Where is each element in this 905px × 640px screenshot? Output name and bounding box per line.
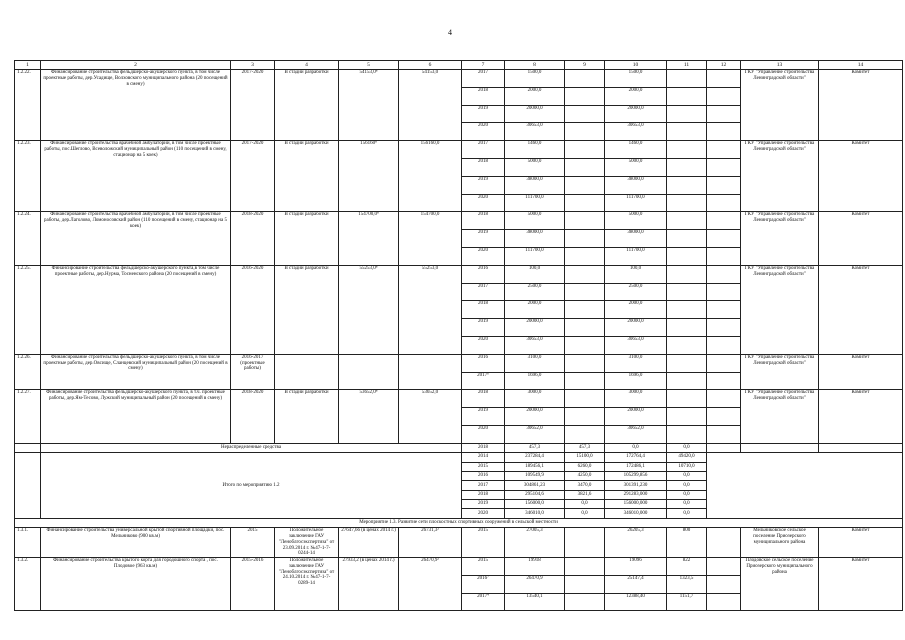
value-cell: 2500,0: [605, 283, 667, 301]
value-cell: 26470,9: [505, 575, 565, 593]
project-row: [15, 390, 903, 408]
value-cell: 0,0: [667, 500, 707, 509]
value-cell: 0,0: [667, 481, 707, 490]
value-cell: 2019: [462, 176, 505, 194]
project-total: 55253,0: [399, 265, 462, 354]
value-cell: 172486,1: [605, 462, 667, 471]
value-cell: [565, 372, 605, 390]
column-number: 6: [399, 61, 462, 70]
project-cost: [339, 354, 399, 390]
project-customer: ГКУ "Управление строительства Ленинградской области": [741, 354, 819, 390]
value-cell: [707, 336, 741, 354]
value-cell: [565, 265, 605, 283]
value-cell: [707, 319, 741, 337]
project-status: В стадии разработки: [275, 212, 339, 265]
value-cell: [707, 575, 741, 593]
project-status: [275, 354, 339, 390]
value-cell: 30653,0: [605, 336, 667, 354]
value-cell: [565, 247, 605, 265]
value-cell: 3000,0: [605, 390, 667, 408]
value-cell: [707, 283, 741, 301]
value-cell: 49420,0: [667, 453, 707, 462]
value-cell: [667, 336, 707, 354]
value-cell: [667, 408, 707, 426]
value-cell: [707, 265, 741, 283]
value-cell: 30653,0: [505, 123, 565, 141]
value-cell: 2015: [462, 462, 505, 471]
value-cell: 2016: [462, 471, 505, 480]
value-cell: 38000,0: [605, 230, 667, 248]
value-cell: [565, 390, 605, 408]
project-cost: 27933,2 (в ценах 2014 г.): [339, 558, 399, 611]
value-cell: 800: [667, 528, 707, 558]
value-cell: [707, 558, 741, 576]
project-id: 1.2.22.: [15, 70, 41, 141]
project-row: [15, 354, 903, 372]
project-period: 2016-2020: [231, 265, 275, 354]
project-name: Финансирование строительства фельдшерско-акушерского пункта, в т.ч. проектные работы, дер.Ям-Тесово, Лужский муниципальный район (20 посещений в смену): [41, 390, 231, 443]
project-name: Финансирование строительства врачебной амбулатории, в том числе проектные работы, дер.Лаголово, Ломоносовский район (110 посещений в смену, стационар на 5 коек): [41, 212, 231, 265]
value-cell: 2019: [462, 230, 505, 248]
value-cell: 2016: [462, 265, 505, 283]
value-cell: 172764,4: [605, 453, 667, 462]
value-cell: 38000,0: [605, 176, 667, 194]
value-cell: [565, 528, 605, 558]
value-cell: 2000,0: [505, 87, 565, 105]
value-cell: [667, 319, 707, 337]
project-customer: ГКУ "Управление строительства Ленинградской области": [741, 70, 819, 141]
value-cell: 304861,23: [505, 481, 565, 490]
column-number: 9: [565, 61, 605, 70]
value-cell: 295104,6: [505, 490, 565, 499]
value-cell: 2014: [462, 453, 505, 462]
project-name: Финансирование строительства фельдшерско-акушерского пункта,в том числе проектные работы, дер.Нурма, Тосненского района (20 посещений в смену): [41, 265, 231, 354]
project-row: [15, 528, 903, 558]
value-cell: 3470,0: [565, 481, 605, 490]
value-cell: [667, 247, 707, 265]
value-cell: [707, 372, 741, 390]
project-total: 156160,0: [399, 141, 462, 212]
value-cell: 2018: [462, 87, 505, 105]
project-committee: Комитет: [819, 390, 903, 443]
value-cell: 2020: [462, 509, 505, 518]
value-cell: [565, 336, 605, 354]
value-cell: 189456,1: [505, 462, 565, 471]
value-cell: 30653,0: [605, 123, 667, 141]
value-cell: [707, 528, 741, 558]
project-committee: Комитет: [819, 212, 903, 265]
project-name: Финансирование строительства крытого корта для городошного спорта , пос. Плодовое (963 кв.м): [41, 558, 231, 611]
value-cell: 822: [667, 558, 707, 576]
project-customer: ГКУ "Управление строительства Ленинградской области": [741, 141, 819, 212]
column-number: 1: [15, 61, 41, 70]
project-period: 2015-2016: [231, 558, 275, 611]
value-cell: 38000,0: [505, 230, 565, 248]
value-cell: 10710,0: [667, 462, 707, 471]
value-cell: 5000,0: [605, 158, 667, 176]
project-id: 1.3.1.: [15, 528, 41, 558]
project-row: [15, 212, 903, 230]
value-cell: 2015: [462, 558, 505, 576]
value-cell: 2017: [462, 70, 505, 88]
value-cell: 15100,0: [565, 453, 605, 462]
value-cell: 2015: [462, 528, 505, 558]
value-cell: [565, 212, 605, 230]
value-cell: [565, 283, 605, 301]
value-cell: 2020: [462, 247, 505, 265]
project-status: В стадии разработки: [275, 141, 339, 212]
project-customer: ГКУ "Управление строительства Ленинградской области": [741, 212, 819, 265]
value-cell: [667, 354, 707, 372]
value-cell: [565, 408, 605, 426]
value-cell: 5000,0: [505, 158, 565, 176]
project-row: [15, 70, 903, 88]
project-name: Финансирование строительства врачебной амбулатории, в том числе проектные работы, пос.Шеглово, Всеволожский муниципальный район (110 посещений в смену, стационар на 5 коек): [41, 141, 231, 212]
value-cell: [667, 158, 707, 176]
value-cell: [667, 87, 707, 105]
project-cost: 27647,66 (в ценах 2014 г.): [339, 528, 399, 558]
value-cell: [667, 372, 707, 390]
value-cell: [707, 105, 741, 123]
project-status: В стадии разработки: [275, 70, 339, 141]
value-cell: [667, 141, 707, 159]
value-cell: [565, 87, 605, 105]
value-cell: [667, 283, 707, 301]
value-cell: 12388,40: [605, 593, 667, 611]
value-cell: [667, 301, 707, 319]
project-row: [15, 141, 903, 159]
value-cell: [565, 319, 605, 337]
value-cell: 2017: [462, 481, 505, 490]
project-committee: Комитет: [819, 141, 903, 212]
value-cell: 2500,0: [505, 283, 565, 301]
total-row: [15, 453, 903, 462]
value-cell: 5000,0: [605, 212, 667, 230]
value-cell: 111700,0: [505, 247, 565, 265]
value-cell: 2018: [462, 443, 505, 452]
value-cell: 2017: [462, 283, 505, 301]
column-number: 13: [741, 61, 819, 70]
project-customer: ГКУ "Управление строительства Ленинградской области": [741, 390, 819, 443]
project-cost: 154700,0⁸: [339, 212, 399, 265]
project-name: Финансирование строительства фельдшерско-акушерского пункта, в том числе проектные работы, дер.Усадище, Волховского муниципального района (20 посещений в смену): [41, 70, 231, 141]
undistributed-label: Нераспределенные средства: [41, 443, 462, 452]
value-cell: 100,0: [605, 265, 667, 283]
value-cell: 2016⁷: [462, 575, 505, 593]
value-cell: 237284,4: [505, 453, 565, 462]
value-cell: 3100,0: [505, 354, 565, 372]
value-cell: [565, 425, 605, 443]
value-cell: 2019: [462, 500, 505, 509]
value-cell: 2018: [462, 390, 505, 408]
value-cell: 1696,0: [605, 372, 667, 390]
value-cell: 291283,000: [605, 490, 667, 499]
project-customer: Плодовское сельское поселение Приозерского муниципального района: [741, 558, 819, 611]
column-number: 10: [605, 61, 667, 70]
project-id: 1.2.26.: [15, 354, 41, 390]
value-cell: 0,0: [667, 471, 707, 480]
project-committee: Комитет: [819, 265, 903, 354]
value-cell: 20000,0: [505, 105, 565, 123]
project-row: [15, 558, 903, 576]
value-cell: 20000,0: [605, 105, 667, 123]
undistributed-row: [15, 443, 903, 452]
column-number: 11: [667, 61, 707, 70]
value-cell: [707, 158, 741, 176]
value-cell: 0,0: [605, 443, 667, 452]
value-cell: 156000,000: [605, 500, 667, 509]
value-cell: 30652,0: [605, 425, 667, 443]
project-period: 2018-2020: [231, 390, 275, 443]
project-period: 2017-2020: [231, 70, 275, 141]
value-cell: [565, 158, 605, 176]
value-cell: [565, 141, 605, 159]
value-cell: 2017⁶: [462, 372, 505, 390]
value-cell: 2000,0: [605, 301, 667, 319]
project-period: 2017-2020: [231, 141, 275, 212]
value-cell: 2019: [462, 408, 505, 426]
value-cell: 20000,0: [605, 408, 667, 426]
value-cell: [667, 176, 707, 194]
project-customer: ГКУ "Управление строительства Ленинградской области": [741, 265, 819, 354]
value-cell: 0,0: [667, 490, 707, 499]
value-cell: [565, 575, 605, 593]
value-cell: 3100,0: [605, 354, 667, 372]
project-name: Финансирование строительства фельдшерско-акушерского пункта, в том числе проектные работы, дер.Овсище, Сланцевский муниципальный район (20 посещений в смену): [41, 354, 231, 390]
value-cell: 0,0: [667, 443, 707, 452]
project-id: 1.2.27.: [15, 390, 41, 443]
value-cell: [565, 123, 605, 141]
value-cell: [707, 176, 741, 194]
value-cell: 346010,000: [605, 509, 667, 518]
value-cell: [565, 230, 605, 248]
column-number: 7: [462, 61, 505, 70]
value-cell: [565, 558, 605, 576]
value-cell: [667, 230, 707, 248]
value-cell: 0,0: [565, 500, 605, 509]
value-cell: 1151,7: [667, 593, 707, 611]
project-total: 154700,0: [399, 212, 462, 265]
value-cell: [667, 123, 707, 141]
value-cell: [565, 105, 605, 123]
project-status: В стадии разработки: [275, 390, 339, 443]
project-total: [399, 354, 462, 390]
value-cell: 2017⁴: [462, 593, 505, 611]
value-cell: 20000,0: [505, 408, 565, 426]
value-cell: [707, 212, 741, 230]
column-number-row: [15, 61, 903, 70]
project-total: 54153,0: [399, 70, 462, 141]
project-committee: Комитет: [819, 354, 903, 390]
value-cell: [667, 105, 707, 123]
value-cell: [707, 141, 741, 159]
value-cell: 20000,0: [605, 319, 667, 337]
value-cell: 111700,0: [605, 194, 667, 212]
value-cell: 100,0: [505, 265, 565, 283]
value-cell: 3000,0: [505, 390, 565, 408]
section-title: Мероприятие 1.3. Развитие сети плоскостных спортивных сооружений в сельской местности: [15, 518, 903, 527]
value-cell: 2000,0: [505, 301, 565, 319]
value-cell: 19096: [605, 558, 667, 576]
value-cell: 2020: [462, 194, 505, 212]
value-cell: 2020: [462, 123, 505, 141]
value-cell: [667, 194, 707, 212]
project-id: 1.2.23.: [15, 141, 41, 212]
value-cell: 26205,3: [605, 528, 667, 558]
value-cell: [565, 301, 605, 319]
project-total: 26731,3²: [399, 528, 462, 558]
project-status: Положительное заключение ГАУ "Леноблгосэкспертиза" от 23.09.2014 г. №47-1-7-0244-14: [275, 528, 339, 558]
value-cell: 13540,1: [505, 593, 565, 611]
value-cell: [707, 87, 741, 105]
value-cell: 1696,0: [505, 372, 565, 390]
value-cell: 1500,0: [505, 70, 565, 88]
column-number: 3: [231, 61, 275, 70]
total-label: Итого по мероприятию 1.2: [41, 453, 462, 519]
project-customer: Мельниковское сельское поселение Приозерского муниципального района: [741, 528, 819, 558]
value-cell: 156000,0: [505, 500, 565, 509]
value-cell: [667, 265, 707, 283]
value-cell: [667, 390, 707, 408]
value-cell: 2019: [462, 105, 505, 123]
value-cell: 111700,0: [505, 194, 565, 212]
project-cost: 53652,0⁸: [339, 390, 399, 443]
value-cell: 2016: [462, 354, 505, 372]
project-name: Финансирование строительства универсальной крытой спортивной площадки, пос. Мельниково (900 кв.м): [41, 528, 231, 558]
project-status: Положительное заключение ГАУ "Леноблгосэкспертиза" от 24.10.2014 г. №47-1-7-0289-14: [275, 558, 339, 611]
column-number: 5: [339, 61, 399, 70]
value-cell: [707, 425, 741, 443]
value-cell: 30653,0: [505, 336, 565, 354]
value-cell: 2000,0: [605, 87, 667, 105]
value-cell: 457,3: [565, 443, 605, 452]
value-cell: [565, 176, 605, 194]
value-cell: 109549,9: [505, 471, 565, 480]
project-period: 2018-2020: [231, 212, 275, 265]
value-cell: 2019: [462, 319, 505, 337]
project-total: 53652,0: [399, 390, 462, 443]
project-committee: Комитет: [819, 558, 903, 611]
value-cell: [565, 593, 605, 611]
value-cell: 2017: [462, 141, 505, 159]
value-cell: 2018: [462, 158, 505, 176]
project-committee: Комитет: [819, 528, 903, 558]
value-cell: 30652,0: [505, 425, 565, 443]
value-cell: 0,0: [565, 509, 605, 518]
value-cell: 3821,6: [565, 490, 605, 499]
value-cell: [565, 70, 605, 88]
project-id: 1.3.2.: [15, 558, 41, 611]
project-cost: 156160⁸: [339, 141, 399, 212]
value-cell: 346010,0: [505, 509, 565, 518]
value-cell: 19918: [505, 558, 565, 576]
value-cell: 105299,856: [605, 471, 667, 480]
value-cell: [707, 354, 741, 372]
value-cell: [707, 247, 741, 265]
value-cell: 2018: [462, 212, 505, 230]
value-cell: [667, 70, 707, 88]
project-status: В стадии разработки: [275, 265, 339, 354]
value-cell: 27005,3: [505, 528, 565, 558]
page-number: 4: [448, 28, 452, 37]
program-table: [14, 60, 903, 611]
project-id: 1.2.25.: [15, 265, 41, 354]
value-cell: 1460,0: [605, 141, 667, 159]
column-number: 8: [505, 61, 565, 70]
value-cell: [667, 425, 707, 443]
project-total: 26470,9²: [399, 558, 462, 611]
value-cell: 4250,0: [565, 471, 605, 480]
value-cell: [707, 70, 741, 88]
project-period: 2016-2017 (проектные работы): [231, 354, 275, 390]
value-cell: [707, 593, 741, 611]
value-cell: 2018: [462, 301, 505, 319]
value-cell: 5000,0: [505, 212, 565, 230]
value-cell: [707, 194, 741, 212]
project-id: 1.2.24.: [15, 212, 41, 265]
value-cell: 25147,4: [605, 575, 667, 593]
project-period: 2015: [231, 528, 275, 558]
section-row: [15, 518, 903, 527]
value-cell: 2020: [462, 336, 505, 354]
value-cell: 6260,0: [565, 462, 605, 471]
value-cell: [707, 408, 741, 426]
value-cell: [707, 390, 741, 408]
value-cell: 1323,5: [667, 575, 707, 593]
value-cell: [707, 301, 741, 319]
value-cell: 38000,0: [505, 176, 565, 194]
value-cell: [565, 194, 605, 212]
value-cell: 1500,0: [605, 70, 667, 88]
value-cell: 20000,0: [505, 319, 565, 337]
project-cost: 55253,0⁸: [339, 265, 399, 354]
value-cell: 111700,0: [605, 247, 667, 265]
column-number: 12: [707, 61, 741, 70]
project-cost: 54153,0⁸: [339, 70, 399, 141]
value-cell: [707, 230, 741, 248]
value-cell: 2020: [462, 425, 505, 443]
column-number: 2: [41, 61, 231, 70]
project-committee: Комитет: [819, 70, 903, 141]
value-cell: [667, 212, 707, 230]
value-cell: 2018: [462, 490, 505, 499]
project-row: [15, 265, 903, 283]
value-cell: 457,3: [505, 443, 565, 452]
value-cell: [565, 354, 605, 372]
value-cell: 1460,0: [505, 141, 565, 159]
value-cell: [707, 123, 741, 141]
column-number: 4: [275, 61, 339, 70]
column-number: 14: [819, 61, 903, 70]
value-cell: 0,0: [667, 509, 707, 518]
value-cell: 301391,230: [605, 481, 667, 490]
